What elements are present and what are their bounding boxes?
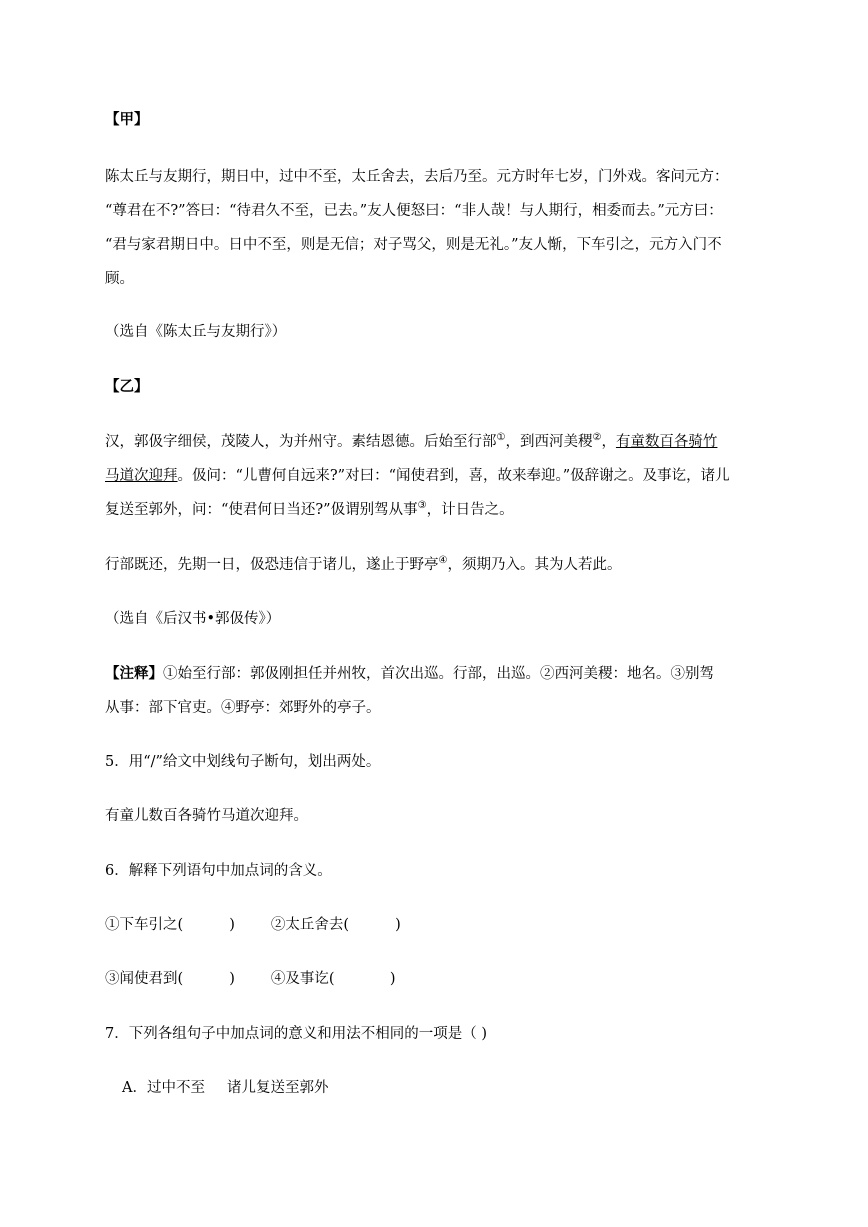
yi-line3-part-b: ，计日告之。 [426,502,514,518]
question-6-row-2 [105,969,396,989]
yi-source: （选自《后汉书•郭伋传》） [105,611,281,627]
question-6: 6．解释下列语句中加点词的含义。 [105,863,332,879]
jia-text-line-2: “尊君在不?”答曰：“待君久不至，已去。”友人便怒曰：“非人哉！与人期行，相委而去。”元方曰： [105,203,723,219]
q7-option-a-part-2: 诸儿复送至郭外 [226,1080,329,1096]
question-5: 5．用“/”给文中划线句子断句，划出两处。 [105,754,381,770]
notes-label: 【注释】 [105,665,163,682]
yi-line1-part-b: ，到西河美稷 [505,434,593,450]
jia-text-line-4: 顾。 [105,271,134,287]
question-7: 7．下列各组句子中加点词的意义和用法不相同的一项是（ ) [105,1026,487,1042]
jia-source: （选自《陈太丘与友期行》） [105,324,287,340]
yi-line3-part-a: 复送至郭外，问：“使君何日当还?”伋谓别驾从事 [105,502,418,518]
notes-text-1: ①始至行部：郭伋刚担任并州牧，首次出巡。行部，出巡。②西河美稷：地名。③别驾 [163,666,714,682]
yi-line4-part-b: ，须期乃入。其为人若此。 [447,557,622,573]
q6-item-4: ④及事讫( ) [270,971,396,987]
underlined-sentence-part-2: 马道次迎拜 [105,468,178,484]
section-yi-heading: 【乙】 [105,378,149,395]
yi-text-line-2 [105,466,730,486]
question-7-option-a [122,1078,328,1098]
notes-line-2: 从事：部下官吏。④野亭：郊野外的亭子。 [105,700,381,716]
footnote-marker-3: ③ [417,500,427,511]
question-5-sentence: 有童儿数百各骑竹马道次迎拜。 [105,808,308,824]
q6-item-3: ③闻使君到( ) [105,971,235,987]
question-6-row-1 [105,915,401,935]
yi-line2-rest: 。伋问：“儿曹何自远来?”对曰：“闻使君到，喜，故来奉迎。”伋辞谢之。及事讫，诸儿 [177,468,730,484]
notes-line-1 [105,664,714,684]
q7-option-a-part-1: A．过中不至 [122,1080,205,1096]
footnote-marker-4: ④ [438,555,448,566]
yi-line4-part-a: 行部既还，先期一日，伋恐违信于诸儿，遂止于野亭 [105,557,439,573]
yi-line1-part-c: ， [601,434,616,450]
yi-text-line-4 [105,555,621,575]
q6-item-1: ①下车引之( ) [105,917,235,933]
footnote-marker-2: ② [592,432,602,443]
jia-text-line-1: 陈太丘与友期行，期日中，过中不至，太丘舍去，去后乃至。元方时年七岁，门外戏。客问元方： [105,169,729,185]
yi-text-line-3 [105,500,514,520]
section-jia-heading: 【甲】 [105,111,149,128]
q6-item-2: ②太丘舍去( ) [270,917,401,933]
footnote-marker-1: ① [496,432,506,443]
yi-line1-part-a: 汉，郭伋字细侯，茂陵人，为并州守。素结恩德。后始至行部 [105,434,497,450]
yi-text-line-1 [105,432,717,452]
jia-text-line-3: “君与家君期日中。日中不至，则是无信；对子骂父，则是无礼。”友人惭，下车引之，元方入门不 [105,237,722,253]
underlined-sentence-part-1: 有童数百各骑竹 [615,434,718,450]
